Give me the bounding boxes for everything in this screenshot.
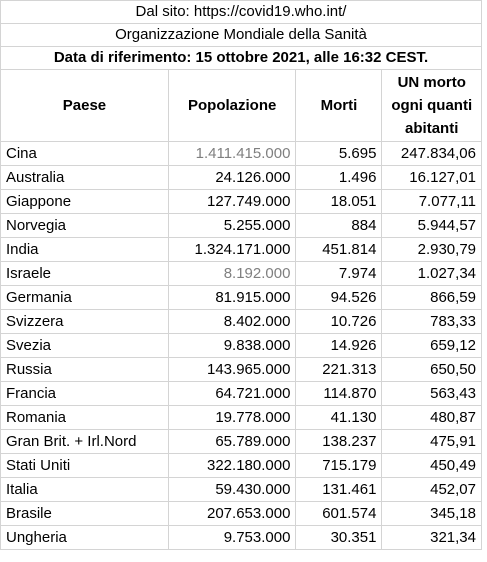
table-row [1, 382, 482, 406]
ratio-cell[interactable]: 1.027,34 [382, 262, 482, 286]
table-row [1, 142, 482, 166]
table-row [1, 166, 482, 190]
deaths-cell[interactable]: 41.130 [296, 406, 382, 430]
deaths-cell[interactable]: 131.461 [296, 478, 382, 502]
ratio-cell[interactable]: 5.944,57 [382, 214, 482, 238]
country-cell[interactable]: Norvegia [1, 214, 169, 238]
population-cell[interactable]: 1.411.415.000 [168, 142, 296, 166]
header-deaths[interactable]: Morti [296, 70, 382, 142]
source-cell[interactable]: Dal sito: https://covid19.who.int/ [1, 1, 482, 24]
ratio-cell[interactable]: 7.077,11 [382, 190, 482, 214]
population-cell[interactable]: 322.180.000 [168, 454, 296, 478]
header-row [1, 70, 482, 142]
population-cell[interactable]: 8.402.000 [168, 310, 296, 334]
header-country[interactable]: Paese [1, 70, 169, 142]
deaths-cell[interactable]: 14.926 [296, 334, 382, 358]
table-row [1, 358, 482, 382]
population-cell[interactable]: 24.126.000 [168, 166, 296, 190]
table-row [1, 478, 482, 502]
ratio-cell[interactable]: 783,33 [382, 310, 482, 334]
population-cell[interactable]: 207.653.000 [168, 502, 296, 526]
table-row [1, 334, 482, 358]
population-cell[interactable]: 127.749.000 [168, 190, 296, 214]
ratio-cell[interactable]: 659,12 [382, 334, 482, 358]
country-cell[interactable]: Svezia [1, 334, 169, 358]
header-population[interactable]: Popolazione [168, 70, 296, 142]
deaths-cell[interactable]: 94.526 [296, 286, 382, 310]
table-row [1, 502, 482, 526]
deaths-cell[interactable]: 138.237 [296, 430, 382, 454]
ratio-cell[interactable]: 16.127,01 [382, 166, 482, 190]
population-cell[interactable]: 65.789.000 [168, 430, 296, 454]
table-row [1, 454, 482, 478]
country-cell[interactable]: Israele [1, 262, 169, 286]
table-row [1, 406, 482, 430]
deaths-cell[interactable]: 18.051 [296, 190, 382, 214]
deaths-cell[interactable]: 715.179 [296, 454, 382, 478]
population-cell[interactable]: 9.753.000 [168, 526, 296, 550]
ratio-cell[interactable]: 866,59 [382, 286, 482, 310]
population-cell[interactable]: 5.255.000 [168, 214, 296, 238]
table-row [1, 214, 482, 238]
country-cell[interactable]: India [1, 238, 169, 262]
population-cell[interactable]: 1.324.171.000 [168, 238, 296, 262]
population-cell[interactable]: 64.721.000 [168, 382, 296, 406]
deaths-cell[interactable]: 5.695 [296, 142, 382, 166]
deaths-cell[interactable]: 221.313 [296, 358, 382, 382]
country-cell[interactable]: Russia [1, 358, 169, 382]
country-cell[interactable]: Gran Brit. + Irl.Nord [1, 430, 169, 454]
ratio-cell[interactable]: 247.834,06 [382, 142, 482, 166]
country-cell[interactable]: Giappone [1, 190, 169, 214]
country-cell[interactable]: Germania [1, 286, 169, 310]
table-row [1, 262, 482, 286]
country-cell[interactable]: Brasile [1, 502, 169, 526]
ratio-cell[interactable]: 452,07 [382, 478, 482, 502]
organization-row [1, 24, 482, 47]
deaths-cell[interactable]: 451.814 [296, 238, 382, 262]
population-cell[interactable]: 8.192.000 [168, 262, 296, 286]
population-cell[interactable]: 81.915.000 [168, 286, 296, 310]
table-row [1, 286, 482, 310]
deaths-cell[interactable]: 7.974 [296, 262, 382, 286]
country-cell[interactable]: Stati Uniti [1, 454, 169, 478]
table-row [1, 190, 482, 214]
deaths-cell[interactable]: 10.726 [296, 310, 382, 334]
country-cell[interactable]: Australia [1, 166, 169, 190]
country-cell[interactable]: Svizzera [1, 310, 169, 334]
ratio-cell[interactable]: 345,18 [382, 502, 482, 526]
table-row [1, 430, 482, 454]
ratio-cell[interactable]: 450,49 [382, 454, 482, 478]
table-row [1, 526, 482, 550]
ratio-cell[interactable]: 480,87 [382, 406, 482, 430]
country-cell[interactable]: Francia [1, 382, 169, 406]
deaths-cell[interactable]: 30.351 [296, 526, 382, 550]
deaths-cell[interactable]: 884 [296, 214, 382, 238]
organization-cell[interactable]: Organizzazione Mondiale della Sanità [1, 24, 482, 47]
country-cell[interactable]: Cina [1, 142, 169, 166]
deaths-cell[interactable]: 1.496 [296, 166, 382, 190]
ratio-cell[interactable]: 650,50 [382, 358, 482, 382]
population-cell[interactable]: 59.430.000 [168, 478, 296, 502]
country-cell[interactable]: Italia [1, 478, 169, 502]
deaths-cell[interactable]: 601.574 [296, 502, 382, 526]
population-cell[interactable]: 143.965.000 [168, 358, 296, 382]
country-cell[interactable]: Ungheria [1, 526, 169, 550]
header-ratio[interactable]: UN morto ogni quanti abitanti [382, 70, 482, 142]
ratio-cell[interactable]: 2.930,79 [382, 238, 482, 262]
table-row [1, 238, 482, 262]
reference-row [1, 47, 482, 70]
population-cell[interactable]: 9.838.000 [168, 334, 296, 358]
ratio-cell[interactable]: 475,91 [382, 430, 482, 454]
population-cell[interactable]: 19.778.000 [168, 406, 296, 430]
source-row [1, 1, 482, 24]
country-cell[interactable]: Romania [1, 406, 169, 430]
table-row [1, 310, 482, 334]
deaths-cell[interactable]: 114.870 [296, 382, 382, 406]
reference-date-cell[interactable]: Data di riferimento: 15 ottobre 2021, alle 16:32 CEST. [1, 47, 482, 70]
ratio-cell[interactable]: 321,34 [382, 526, 482, 550]
ratio-cell[interactable]: 563,43 [382, 382, 482, 406]
